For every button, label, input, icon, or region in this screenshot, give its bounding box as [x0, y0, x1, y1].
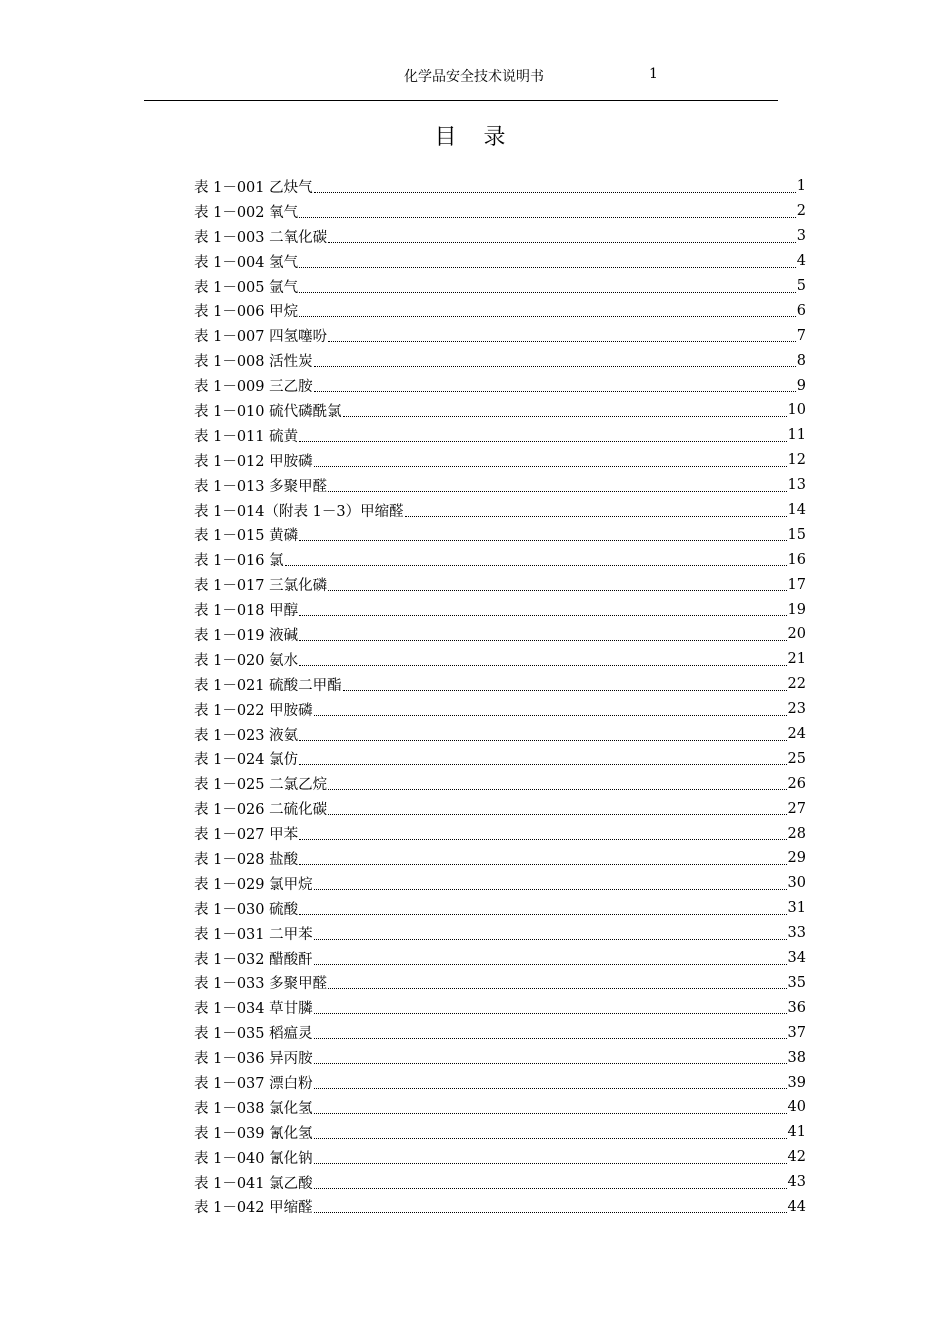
toc-leader-dots [314, 391, 796, 392]
toc-entry-page: 43 [787, 1174, 806, 1191]
toc-entry-label: 表 1－030 硫酸 [194, 901, 299, 918]
toc-leader-dots [314, 192, 796, 193]
toc-entry[interactable] [194, 274, 806, 299]
toc-entry[interactable] [194, 224, 806, 249]
toc-entry-label: 表 1－010 硫代磷酰氯 [194, 403, 342, 420]
toc-entry[interactable] [194, 473, 806, 498]
toc-entry[interactable] [194, 995, 806, 1020]
toc-entry-page: 29 [787, 850, 806, 867]
toc-entry[interactable] [194, 199, 806, 224]
toc-entry-label: 表 1－024 氯仿 [194, 752, 299, 769]
toc-leader-dots [299, 267, 796, 268]
toc-entry-label: 表 1－005 氩气 [194, 279, 299, 296]
toc-entry-label: 表 1－040 氰化钠 [194, 1150, 313, 1167]
toc-leader-dots [314, 939, 787, 940]
toc-leader-dots [314, 715, 787, 716]
toc-entry-page: 5 [796, 278, 806, 294]
toc-entry-label: 表 1－008 活性炭 [194, 354, 313, 371]
toc-entry-page: 36 [787, 999, 806, 1016]
toc-title: 目 录 [434, 125, 516, 150]
toc-entry[interactable] [194, 1195, 806, 1220]
toc-entry-page: 10 [787, 402, 806, 419]
toc-entry-label: 表 1－019 液碱 [194, 627, 299, 644]
toc-leader-dots [343, 416, 787, 417]
toc-entry-label: 表 1－025 二氯乙烷 [194, 777, 328, 794]
toc-entry-page: 42 [787, 1149, 806, 1166]
toc-entry[interactable] [194, 1045, 806, 1070]
toc-entry[interactable] [194, 423, 806, 448]
toc-entry-page: 25 [787, 750, 806, 767]
toc-leader-dots [299, 914, 786, 915]
header-page-number: 1 [649, 66, 658, 82]
toc-entry-page: 24 [787, 726, 806, 743]
toc-entry-label: 表 1－017 三氯化磷 [194, 578, 328, 595]
toc-entry[interactable] [194, 522, 806, 547]
toc-entry-page: 20 [787, 626, 806, 643]
toc-entry-label: 表 1－037 漂白粉 [194, 1076, 313, 1092]
page-header [144, 66, 778, 86]
toc-entry-page: 1 [796, 178, 806, 195]
toc-leader-dots [314, 1113, 787, 1114]
toc-entry[interactable] [194, 1170, 806, 1195]
toc-entry[interactable] [194, 572, 806, 597]
toc-entry[interactable] [194, 722, 806, 747]
toc-leader-dots [314, 964, 787, 965]
toc-entry[interactable] [194, 921, 806, 946]
toc-entry[interactable] [194, 398, 806, 423]
toc-entry-page: 37 [787, 1024, 806, 1041]
toc-entry[interactable] [194, 1020, 806, 1045]
toc-entry-label: 表 1－011 硫黄 [194, 428, 299, 445]
toc-entry-label: 表 1－016 氯 [194, 553, 284, 570]
toc-leader-dots [328, 491, 786, 492]
toc-leader-dots [299, 665, 786, 666]
toc-entry-label: 表 1－007 四氢噻吩 [194, 329, 328, 346]
toc-entry-page: 40 [787, 1099, 806, 1116]
toc-entry-label: 表 1－004 氢气 [194, 254, 299, 271]
toc-entry-label: 表 1－029 氯甲烷 [194, 876, 313, 893]
toc-entry-label: 表 1－022 甲胺磷 [194, 702, 313, 719]
toc-entry[interactable] [194, 1145, 806, 1170]
toc-entry[interactable] [194, 1120, 806, 1145]
toc-entry-page: 19 [787, 601, 806, 618]
toc-entry-label: 表 1－032 醋酸酐 [194, 951, 313, 968]
toc-entry-page: 17 [787, 576, 806, 593]
toc-leader-dots [328, 814, 786, 815]
toc-entry-label: 表 1－006 甲烷 [194, 304, 299, 321]
toc-leader-dots [299, 540, 786, 541]
toc-leader-dots [314, 1063, 787, 1064]
toc-entry[interactable] [194, 597, 806, 622]
toc-entry-label: 表 1－031 二甲苯 [194, 926, 313, 943]
toc-leader-dots [314, 1138, 787, 1139]
toc-leader-dots [299, 740, 786, 741]
toc-leader-dots [343, 690, 787, 691]
toc-entry-page: 23 [787, 701, 806, 718]
toc-entry-page: 16 [787, 551, 806, 568]
toc-entry-page: 7 [796, 327, 806, 344]
toc-entry-page: 38 [787, 1049, 806, 1066]
toc-entry-label: 表 1－001 乙炔气 [194, 179, 313, 196]
toc-entry-label: 表 1－042 甲缩醛 [194, 1200, 313, 1217]
toc-entry-page: 44 [787, 1198, 806, 1215]
toc-leader-dots [299, 764, 786, 765]
toc-entry-page: 39 [787, 1074, 806, 1091]
toc-leader-dots [314, 889, 787, 890]
toc-entry[interactable] [194, 622, 806, 647]
toc-entry-page: 13 [787, 477, 806, 494]
toc-leader-dots [328, 590, 786, 591]
toc-entry[interactable] [194, 971, 806, 996]
toc-entry[interactable] [194, 871, 806, 896]
toc-entry-page: 35 [787, 974, 806, 991]
toc-entry-page: 33 [787, 925, 806, 942]
toc-leader-dots [405, 516, 787, 517]
toc-entry[interactable] [194, 846, 806, 871]
toc-entry[interactable] [194, 249, 806, 274]
toc-leader-dots [299, 640, 786, 641]
toc-entry-page: 11 [787, 427, 806, 444]
toc-entry-label: 表 1－035 稻瘟灵 [194, 1026, 313, 1043]
toc-entry[interactable] [194, 323, 806, 348]
toc-entry-page: 6 [796, 302, 806, 319]
toc-leader-dots [314, 1038, 787, 1039]
toc-entry-page: 30 [787, 875, 806, 892]
toc-entry-page: 14 [787, 502, 806, 519]
toc-entry-label: 表 1－023 液氨 [194, 727, 299, 744]
toc-entry-label: 表 1－021 硫酸二甲酯 [194, 677, 342, 694]
toc-leader-dots [328, 789, 786, 790]
toc-entry[interactable] [194, 697, 806, 722]
toc-entry[interactable] [194, 896, 806, 921]
toc-leader-dots [299, 292, 796, 293]
toc-entry-page: 26 [787, 775, 806, 792]
toc-entry-page: 21 [787, 651, 806, 668]
header-title: 化学品安全技术说明书 [404, 69, 544, 85]
toc-entry[interactable] [194, 771, 806, 796]
toc-entry-page: 4 [796, 253, 806, 270]
toc-entry-page: 3 [796, 228, 806, 245]
toc-entry-page: 15 [787, 526, 806, 543]
toc-entry[interactable] [194, 547, 806, 572]
toc-leader-dots [328, 341, 796, 342]
toc-entry-label: 表 1－015 黄磷 [194, 528, 299, 545]
toc-entry[interactable] [194, 448, 806, 473]
toc-entry-label: 表 1－039 氰化氢 [194, 1125, 313, 1142]
toc-leader-dots [314, 466, 787, 467]
toc-entry-label: 表 1－033 多聚甲醛 [194, 976, 328, 993]
toc-entry[interactable] [194, 174, 806, 199]
toc-leader-dots [299, 316, 796, 317]
toc-entry-label: 表 1－028 盐酸 [194, 851, 299, 868]
toc-leader-dots [314, 1163, 787, 1164]
toc-entry-page: 28 [787, 825, 806, 842]
toc-leader-dots [328, 242, 796, 243]
toc-entry[interactable] [194, 373, 806, 398]
toc-entry-page: 2 [796, 203, 806, 220]
toc-leader-dots [299, 217, 796, 218]
toc-entry-label: 表 1－027 甲苯 [194, 827, 299, 844]
toc-entry[interactable] [194, 746, 806, 771]
toc-leader-dots [299, 864, 786, 865]
toc-entry[interactable] [194, 672, 806, 697]
toc-leader-dots [314, 1212, 787, 1213]
toc-leader-dots [299, 441, 786, 442]
toc-entry-label: 表 1－036 异丙胺 [194, 1051, 313, 1068]
toc-leader-dots [299, 839, 786, 840]
toc-entry[interactable] [194, 348, 806, 373]
toc-entry-label: 表 1－041 氯乙酸 [194, 1175, 313, 1192]
toc-entry-page: 22 [787, 676, 806, 693]
toc-leader-dots [314, 1088, 787, 1089]
toc-entry-label: 表 1－009 三乙胺 [194, 379, 313, 396]
toc-entry-label: 表 1－034 草甘膦 [194, 1001, 313, 1018]
toc-entry-label: 表 1－002 氧气 [194, 204, 299, 221]
toc-entry-label: 表 1－018 甲醇 [194, 603, 299, 620]
toc-entry-label: 表 1－013 多聚甲醛 [194, 478, 328, 495]
toc-entry[interactable] [194, 498, 806, 523]
toc-leader-dots [314, 1188, 787, 1189]
toc-entry-label: 表 1－026 二硫化碳 [194, 802, 328, 819]
toc-entry-page: 31 [787, 900, 806, 917]
toc-entry-label: 表 1－038 氯化氢 [194, 1100, 313, 1117]
toc-entry-page: 27 [787, 800, 806, 817]
toc-entry[interactable] [194, 1095, 806, 1120]
table-of-contents [194, 174, 806, 1219]
toc-entry-page: 34 [787, 950, 806, 967]
toc-leader-dots [314, 366, 796, 367]
toc-entry-label: 表 1－014（附表 1－3）甲缩醛 [194, 503, 404, 520]
toc-leader-dots [314, 1013, 787, 1014]
toc-entry[interactable] [194, 821, 806, 846]
toc-entry[interactable] [194, 946, 806, 971]
toc-entry[interactable] [194, 647, 806, 672]
toc-entry-page: 41 [787, 1124, 806, 1141]
toc-entry[interactable] [194, 1070, 806, 1095]
toc-entry[interactable] [194, 298, 806, 323]
toc-entry-label: 表 1－020 氨水 [194, 652, 299, 669]
toc-entry-label: 表 1－012 甲胺磷 [194, 453, 313, 470]
toc-entry-label: 表 1－003 二氧化碳 [194, 229, 328, 246]
toc-entry-page: 8 [796, 352, 806, 369]
toc-entry[interactable] [194, 796, 806, 821]
toc-leader-dots [328, 988, 786, 989]
header-rule [144, 100, 778, 101]
toc-entry-page: 9 [796, 377, 806, 394]
toc-entry-page: 12 [787, 452, 806, 469]
toc-leader-dots [285, 565, 787, 566]
toc-leader-dots [299, 615, 786, 616]
